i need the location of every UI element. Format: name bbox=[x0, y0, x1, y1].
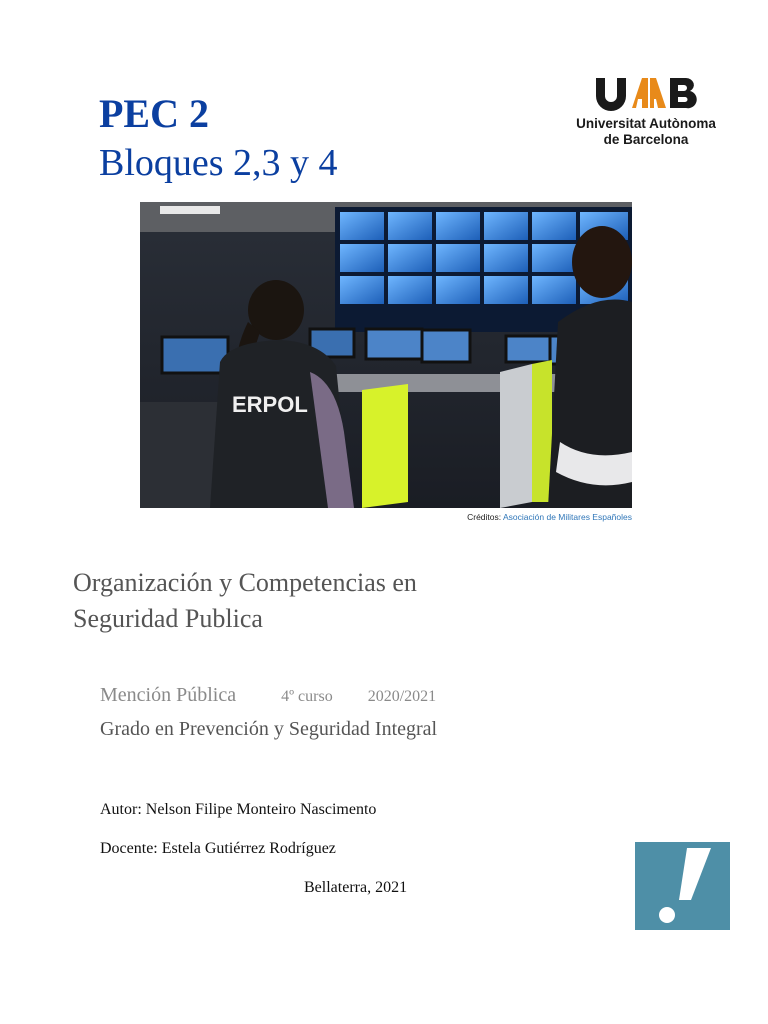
exclamation-icon bbox=[635, 842, 730, 930]
uab-logo bbox=[570, 75, 722, 148]
uab-name-line2: de Barcelona bbox=[603, 132, 689, 147]
exclamation-badge-graphic bbox=[635, 842, 730, 930]
mention: Mención Pública bbox=[100, 684, 237, 706]
document-subtitle: Bloques 2,3 y 4 bbox=[99, 142, 338, 184]
course-title-line2: Seguridad Publica bbox=[73, 604, 263, 633]
mention-line bbox=[100, 684, 436, 707]
control-room-photo bbox=[140, 202, 632, 508]
course-title-line1: Organización y Competencias en bbox=[73, 568, 417, 597]
course-title bbox=[73, 565, 593, 637]
teacher-line: Docente: Estela Gutiérrez Rodríguez bbox=[100, 840, 336, 857]
uab-wordmark-graphic bbox=[570, 75, 722, 111]
uab-name-line1: Universitat Autònoma bbox=[576, 116, 716, 131]
academic-year: 2020/2021 bbox=[367, 688, 437, 705]
photo-credits bbox=[420, 512, 632, 522]
vest-lettering: ERPOL bbox=[232, 392, 308, 417]
credits-source-link[interactable]: Asociación de Militares Españoles bbox=[503, 512, 632, 522]
control-room-illustration bbox=[140, 202, 632, 508]
place-date: Bellaterra, 2021 bbox=[304, 879, 408, 896]
document-title: PEC 2 bbox=[99, 91, 209, 136]
uab-wordmark bbox=[570, 75, 722, 111]
author-line: Autor: Nelson Filipe Monteiro Nascimento bbox=[100, 801, 377, 818]
course-year: 4º curso bbox=[281, 688, 333, 705]
credits-label: Créditos: bbox=[467, 512, 502, 522]
degree-name: Grado en Prevención y Seguridad Integral bbox=[100, 718, 438, 740]
